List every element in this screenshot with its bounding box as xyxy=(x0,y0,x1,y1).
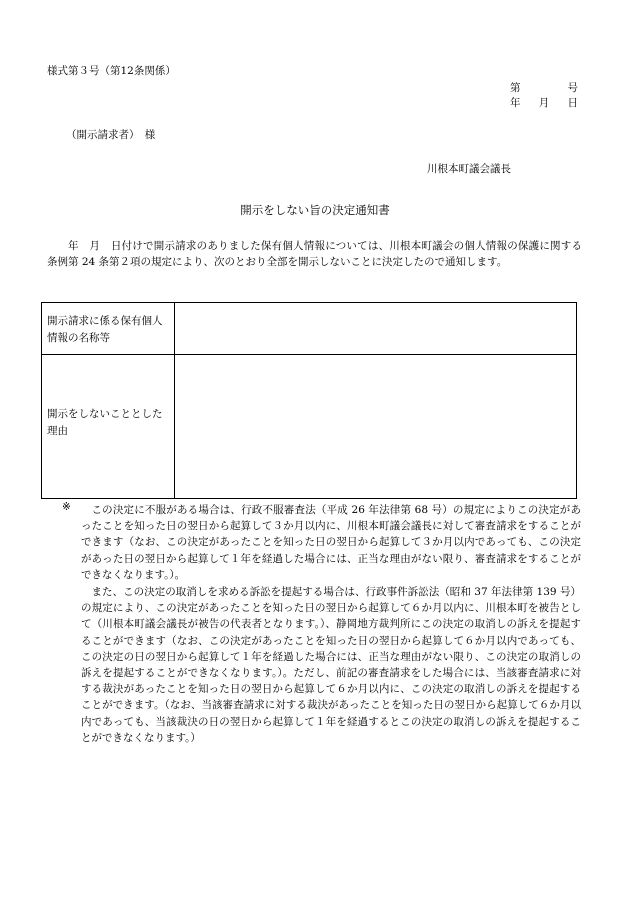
table-row xyxy=(42,355,576,498)
form-number: 様式第３号（第12条関係） xyxy=(47,65,176,77)
info-name-label: 開示請求に係る保有個人情報の名称等 xyxy=(47,315,163,344)
column-divider xyxy=(174,303,175,354)
document-number-suffix: 号 xyxy=(567,82,578,94)
document-title: 開示をしない旨の決定通知書 xyxy=(240,203,390,217)
body-paragraph: 年 月 日付けで開示請求のありました保有個人情報については、川根本町議会の個人情報の保護に関する条例第 24 条第２項の規定により、次のとおり全部を開示しないことに決定したので通知します。 xyxy=(47,240,582,268)
reason-label: 開示をしないこととした理由 xyxy=(47,408,163,437)
date-day: 日 xyxy=(567,97,578,109)
addressee: （開示請求者） 様 xyxy=(66,129,156,141)
table-row xyxy=(42,303,576,355)
document-number-prefix: 第 xyxy=(510,82,521,94)
note-paragraph-lawsuit: また、この決定の取消しを求める訴訟を提起する場合は、行政事件訴訟法（昭和 37 年法律第 139 号）の規定により、この決定があったことを知った日の翌日から起算して６か月以内に、川根本町を被告として（川根本町議会議長が被告の代表者となります。）、静岡地方裁判所にこの決定の取消しの訴えを提起することができます（なお、この決定があったことを知った日の翌日から起算して６か月以内であっても、この決定の日の翌日から起算して１年を経過した場合には、正当な理由がない限り、この決定の取消しの訴えを提起することができなくなります。）。ただし、前記の審査請求をした場合には、当該審査請求に対する裁決があったことを知った日の翌日から起算して６か月以内に、この決定の取消しの訴えを提起することができます。（なお、当該審査請求に対する裁決があったことを知った日の翌日から起算して６か月以内であっても、当該裁決の日の翌日から起算して１年を経過するとこの決定の取消しの訴えを提起することができなくなります。） xyxy=(81,586,581,744)
date-month: 月 xyxy=(538,97,550,109)
document-number-line xyxy=(510,83,578,94)
info-table xyxy=(41,302,577,499)
sender-name: 川根本町議会議長 xyxy=(427,163,511,175)
note-paragraph-appeal: この決定に不服がある場合は、行政不服審査法（平成 26 年法律第 68 号）の規定によりこの決定があったことを知った日の翌日から起算して３か月以内に、川根本町議会議長に対して審査請求をすることができます（なお、この決定があったことを知った日の翌日から起算して３か月以内であっても、この決定があった日の翌日から起算して１年を経過した場合には、正当な理由がない限り、審査請求をすることができなくなります。）。 xyxy=(81,504,581,581)
date-year: 年 xyxy=(510,97,521,109)
column-divider xyxy=(174,355,175,498)
document-date-line xyxy=(510,98,578,109)
note-mark: ※ xyxy=(62,501,71,513)
